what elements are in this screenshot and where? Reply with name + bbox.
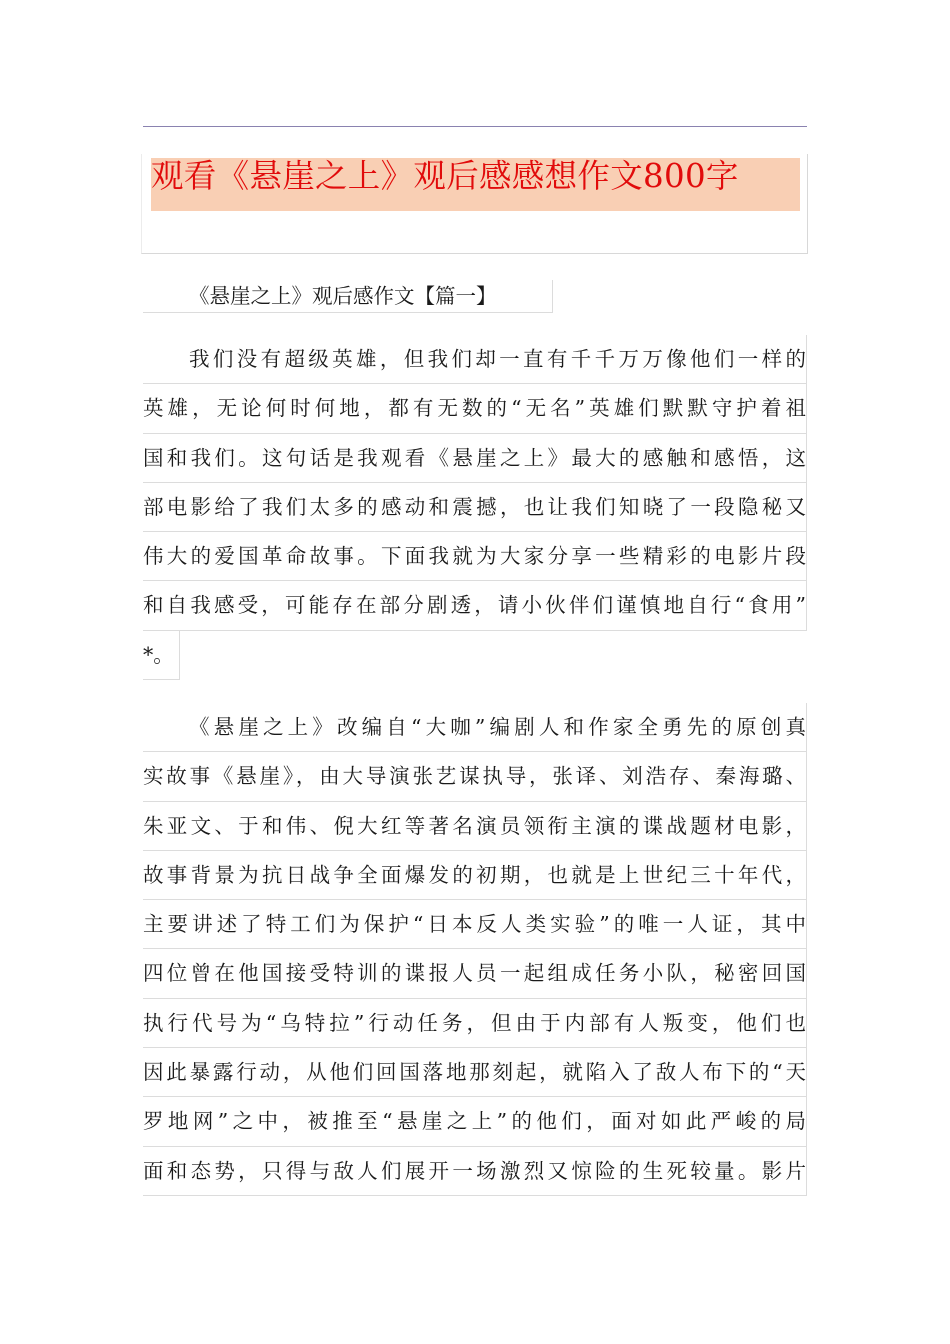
text-line: 四位曾在他国接受特训的谍报人员一起组成任务小队，秘密回国 — [143, 949, 807, 998]
text-line: 主要讲述了特工们为保护“日本反人类实验”的唯一人证，其中 — [143, 900, 807, 949]
text-line: 我们没有超级英雄，但我们却一直有千千万万像他们一样的 — [143, 335, 807, 384]
text-line: *。 — [143, 631, 180, 680]
text-line: 实故事《悬崖》，由大导演张艺谋执导，张译、刘浩存、秦海璐、 — [143, 752, 807, 801]
paragraph-2 — [143, 703, 807, 1196]
section-heading: 《悬崖之上》观后感作文【篇一】 — [143, 280, 553, 313]
text-line: 国和我们。这句话是我观看《悬崖之上》最大的感触和感悟，这 — [143, 434, 807, 483]
text-line: 因此暴露行动，从他们回国落地那刻起，就陷入了敌人布下的“天 — [143, 1048, 807, 1097]
text-line: 《悬崖之上》改编自“大咖”编剧人和作家全勇先的原创真 — [143, 703, 807, 752]
text-line: 面和态势，只得与敌人们展开一场激烈又惊险的生死较量。影片 — [143, 1147, 807, 1196]
paragraph-1 — [143, 335, 807, 684]
text-line: 英雄，无论何时何地，都有无数的“无名”英雄们默默守护着祖 — [143, 384, 807, 433]
text-line: 部电影给了我们太多的感动和震撼，也让我们知晓了一段隐秘又 — [143, 483, 807, 532]
text-line: 故事背景为抗日战争全面爆发的初期，也就是上世纪三十年代， — [143, 851, 807, 900]
text-line: 朱亚文、于和伟、倪大红等著名演员领衔主演的谍战题材电影， — [143, 802, 807, 851]
text-line: 执行代号为“乌特拉”行动任务，但由于内部有人叛变，他们也 — [143, 999, 807, 1048]
header-rule — [143, 126, 807, 127]
text-line: 伟大的爱国革命故事。下面我就为大家分享一些精彩的电影片段 — [143, 532, 807, 581]
page-title: 观看《悬崖之上》观后感感想作文800字 — [151, 157, 739, 195]
text-line: 和自我感受，可能存在部分剧透，请小伙伴们谨慎地自行“食用” — [143, 581, 807, 630]
text-line: 罗地网”之中，被推至“悬崖之上”的他们，面对如此严峻的局 — [143, 1097, 807, 1146]
